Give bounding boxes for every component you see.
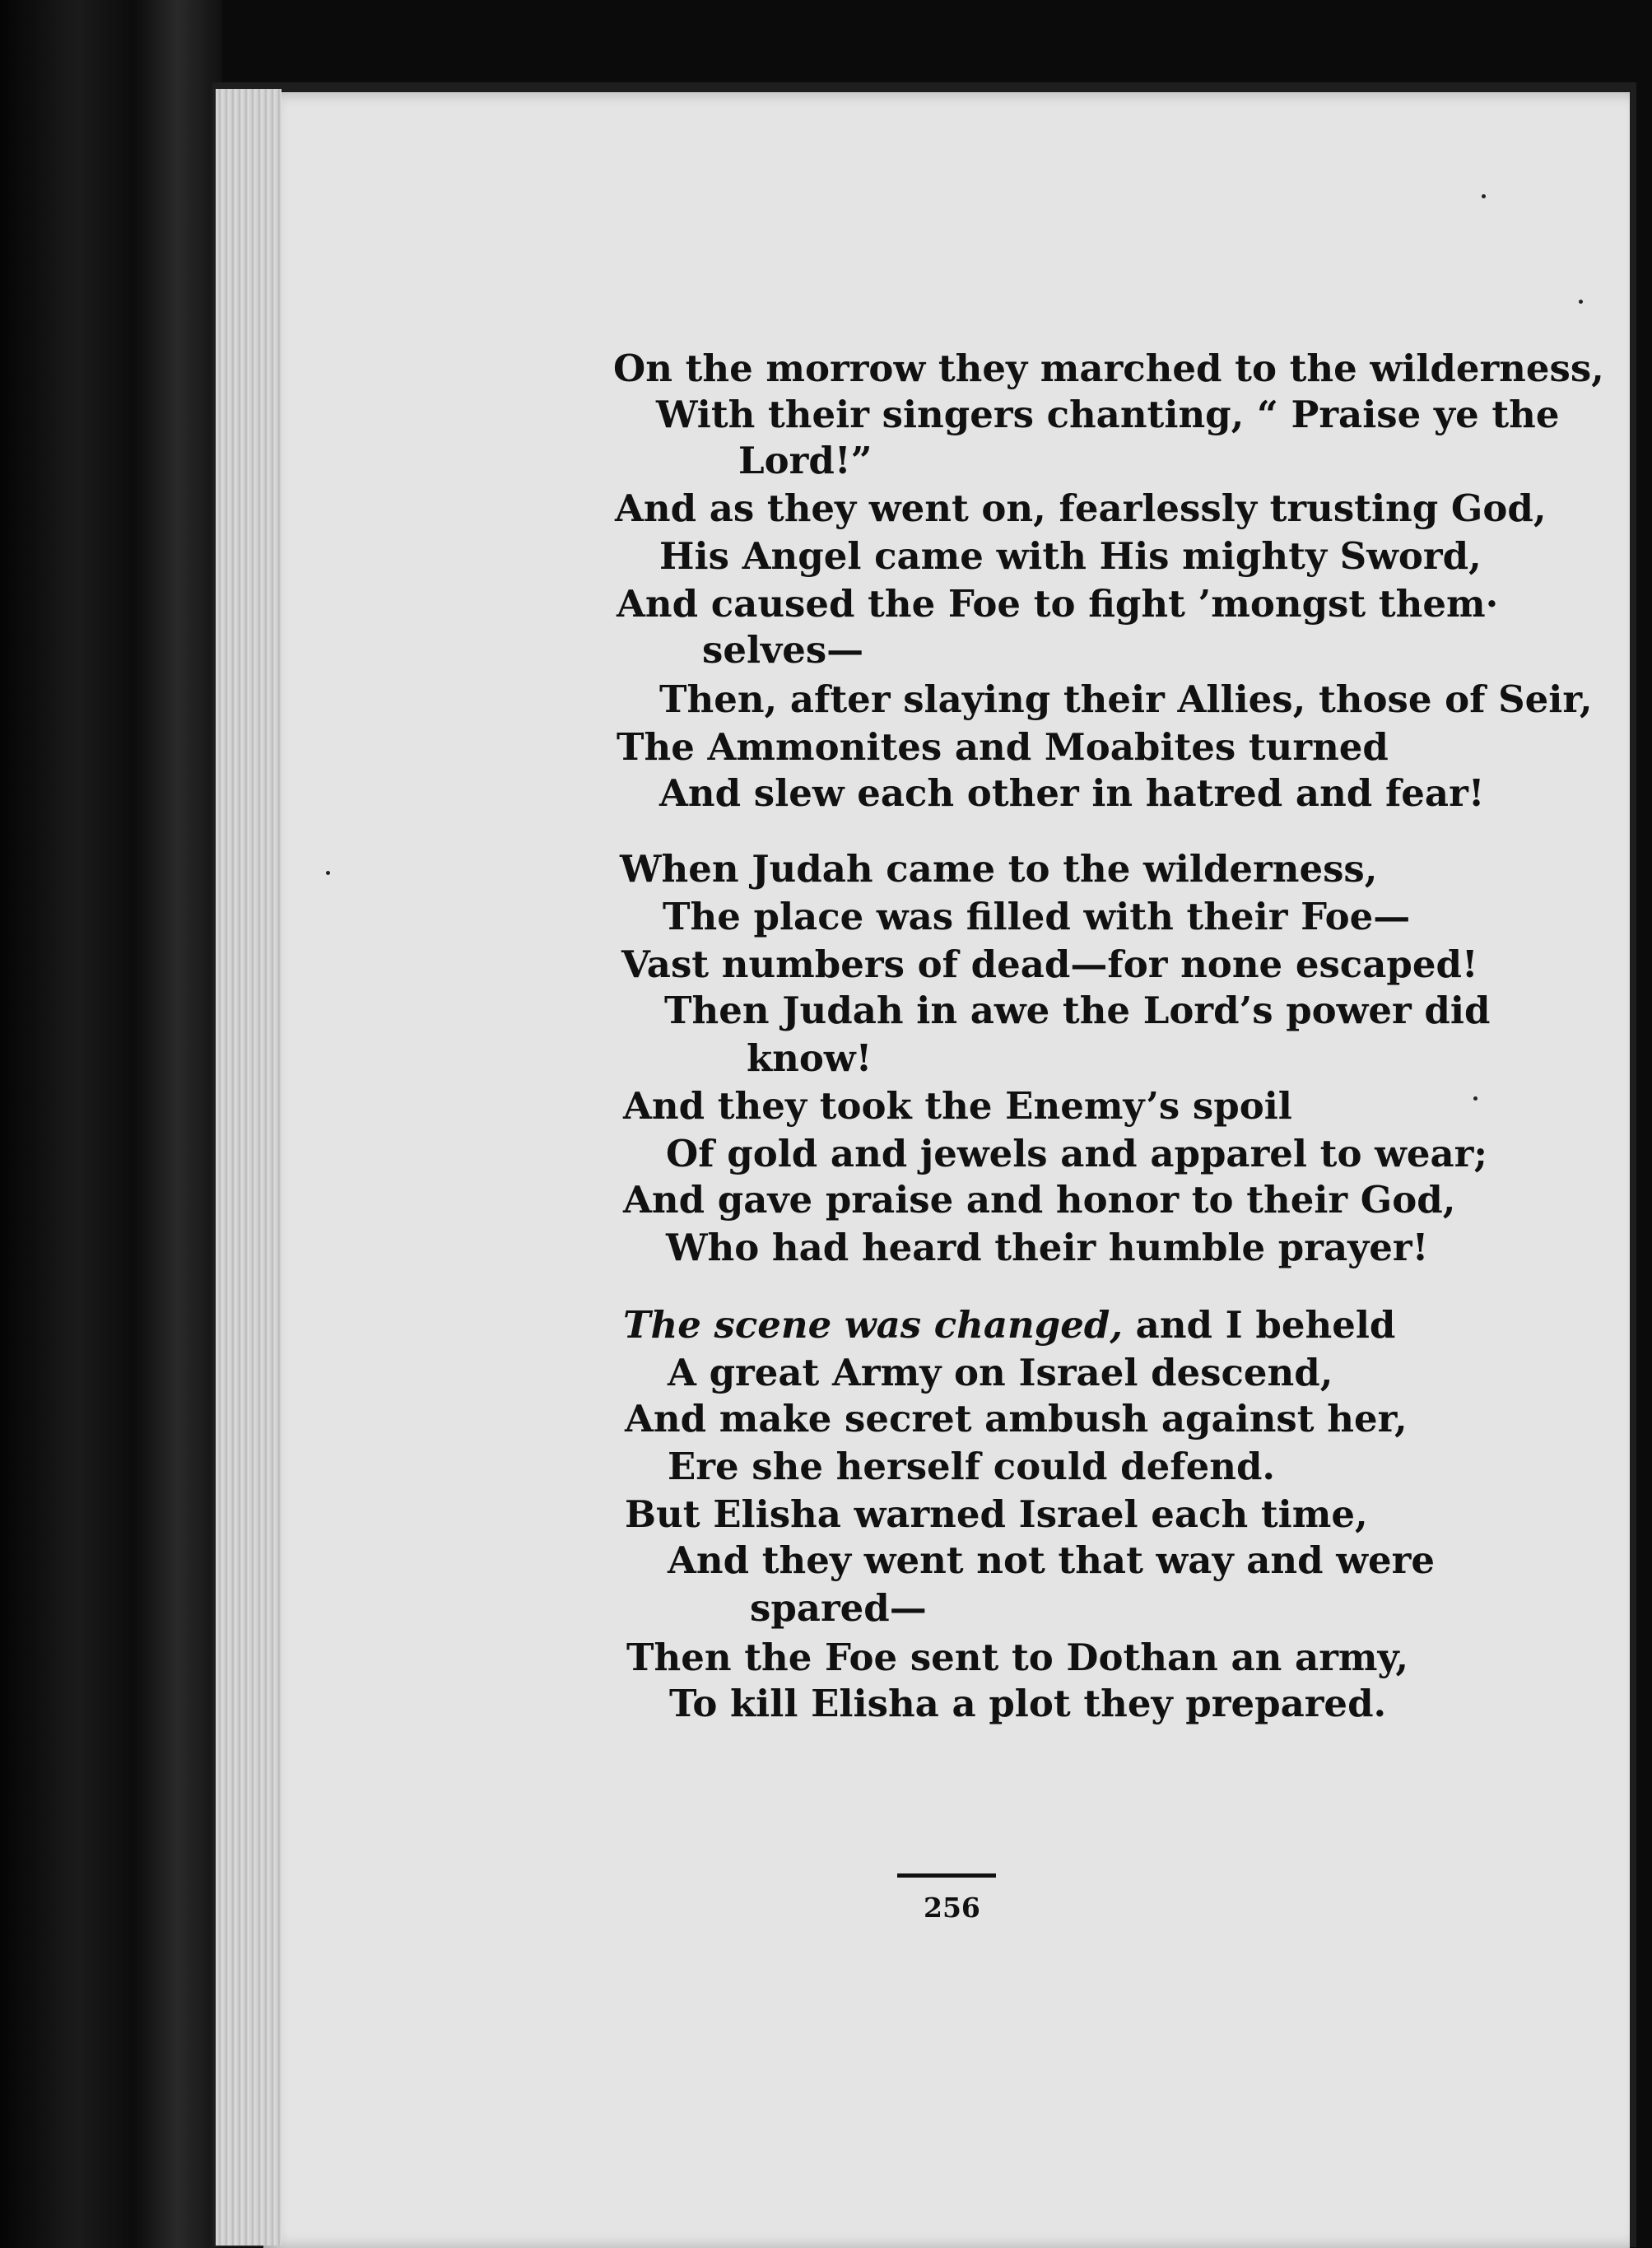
verse-line: And caused the Foe to fight ’mongst them·: [617, 582, 1499, 626]
verse-line: And they took the Enemy’s spoil: [623, 1084, 1292, 1128]
page-number: 256: [924, 1892, 980, 1924]
page-surface: [263, 92, 1630, 2248]
verse-line: selves—: [702, 628, 864, 672]
verse-line: And as they went on, fearlessly trusting God,: [615, 486, 1547, 530]
verse-line: Then, after slaying their Allies, those of Seir,: [659, 677, 1593, 721]
verse-line: Vast numbers of dead—for none escaped!: [621, 942, 1478, 986]
verse-line: On the morrow they marched to the wilderness,: [613, 347, 1604, 390]
verse-line: The Ammonites and Moabites turned: [617, 725, 1389, 769]
verse-line: But Elisha warned Israel each time,: [625, 1492, 1368, 1536]
speck: [1482, 194, 1486, 198]
speck: [1579, 300, 1583, 304]
page-number-rule: [897, 1873, 996, 1878]
verse-line: Then the Foe sent to Dothan an army,: [626, 1636, 1409, 1679]
verse-line: And they went not that way and were: [668, 1538, 1435, 1582]
speck: [1473, 1096, 1477, 1101]
verse-line: And slew each other in hatred and fear!: [659, 771, 1485, 815]
verse-line: And gave praise and honor to their God,: [623, 1178, 1456, 1222]
verse-line: When Judah came to the wilderness,: [620, 847, 1378, 891]
verse-line: The place was filled with their Foe—: [663, 895, 1411, 938]
verse-line: A great Army on Israel descend,: [668, 1351, 1333, 1394]
verse-line: And make secret ambush against her,: [625, 1397, 1408, 1440]
verse-line: know!: [747, 1036, 873, 1080]
verse-line: To kill Elisha a plot they prepared.: [669, 1682, 1387, 1725]
page-edges: [216, 89, 282, 2246]
verse-line: His Angel came with His mighty Sword,: [659, 534, 1482, 578]
verse-line: Of gold and jewels and apparel to wear;: [666, 1132, 1487, 1175]
verse-line: Ere she herself could defend.: [668, 1445, 1276, 1488]
verse-line: [623, 1302, 1395, 1348]
speck: [326, 871, 330, 875]
verse-line: Then Judah in awe the Lord’s power did: [664, 989, 1491, 1032]
verse-line: With their singers chanting, “ Praise ye the: [656, 393, 1560, 436]
italic-lead: The scene was changed,: [623, 1303, 1123, 1347]
verse-line: Lord!”: [738, 439, 873, 482]
book-spine-edge: [0, 0, 222, 2248]
verse-line: spared—: [750, 1586, 927, 1630]
verse-line: Who had heard their humble prayer!: [666, 1226, 1429, 1269]
verse-line-rest: and I beheld: [1123, 1303, 1396, 1347]
